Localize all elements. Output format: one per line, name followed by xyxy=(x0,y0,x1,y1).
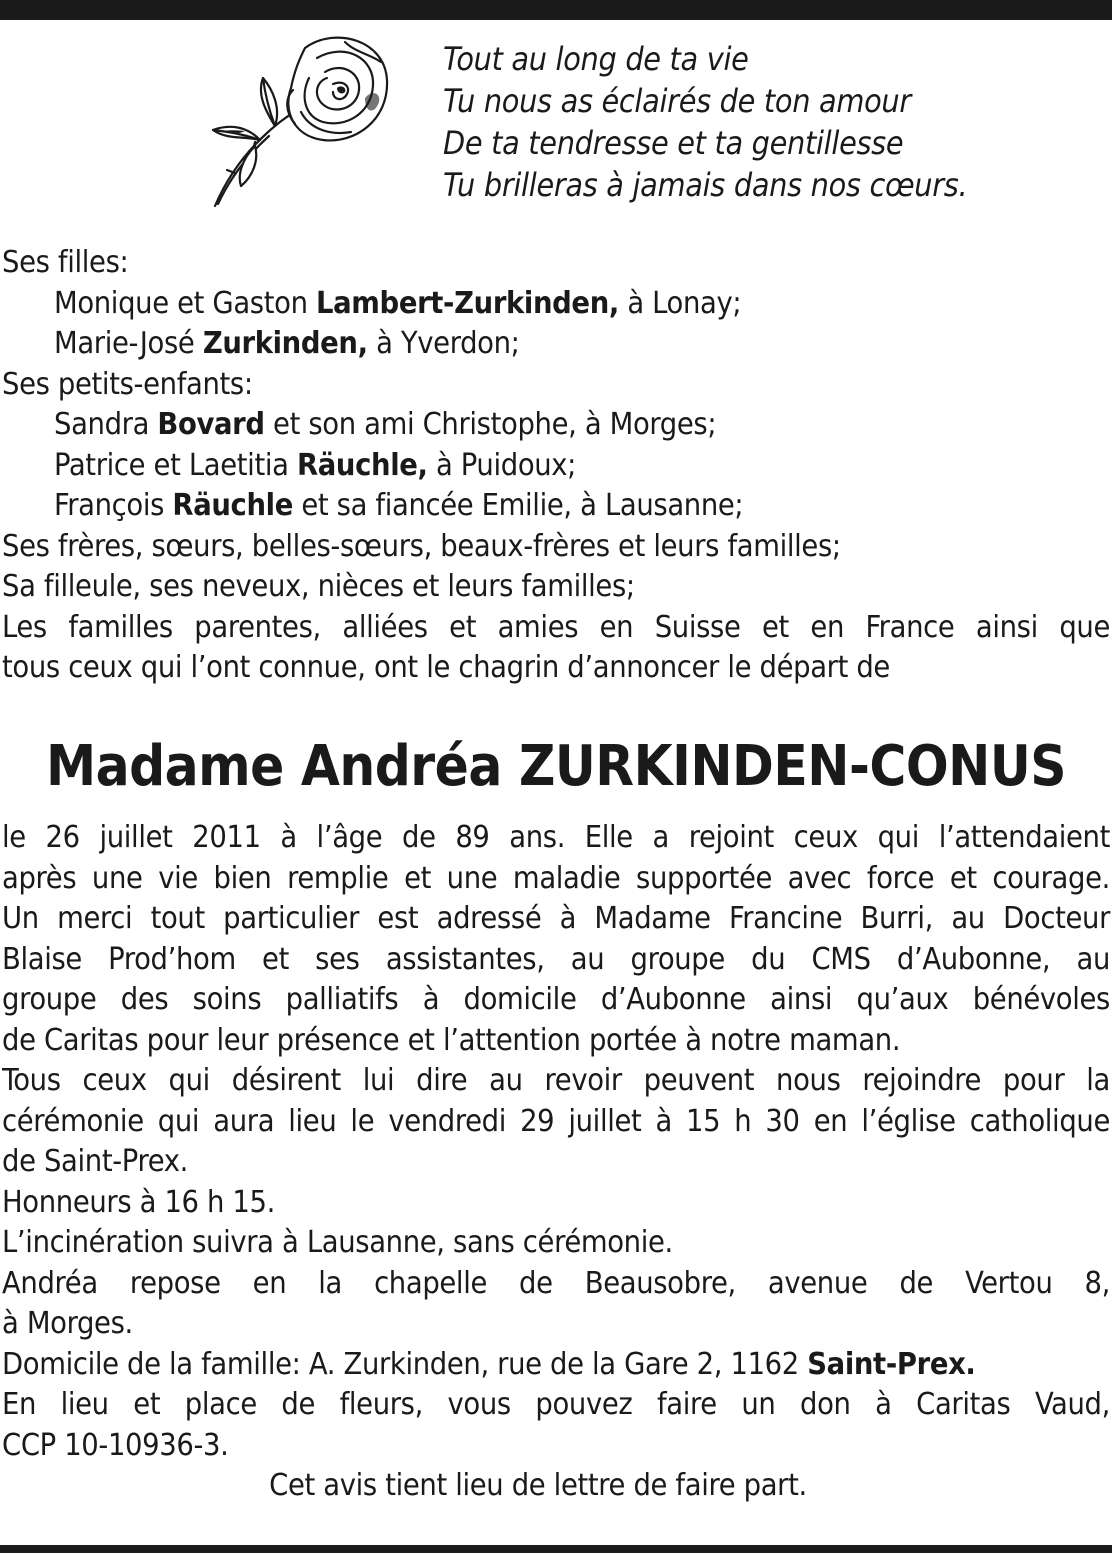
domicile-town: Saint-Prex. xyxy=(807,1346,976,1382)
family-member-line xyxy=(2,324,1110,365)
poem-line: Tu nous as éclairés de ton amour xyxy=(443,82,911,120)
body-line: Blaise Prod’hom et ses assistantes, au groupe du CMS d’Aubonne, au xyxy=(2,941,1110,977)
member-text: à Puidoux; xyxy=(427,447,577,483)
donation-line: En lieu et place de fleurs, vous pouvez faire un don à Caritas Vaud, xyxy=(2,1387,1110,1422)
family-member-line xyxy=(2,446,1110,487)
repose-line: Andréa repose en la chapelle de Beausobre, avenue de Vertou 8, xyxy=(2,1265,1110,1301)
repose-line: à Morges. xyxy=(2,1306,133,1341)
poem-line: Tu brilleras à jamais dans nos cœurs. xyxy=(443,166,968,204)
member-surname: Räuchle, xyxy=(296,447,428,483)
body-line: Un merci tout particulier est adressé à Madame Francine Burri, au Docteur xyxy=(2,901,1110,936)
member-surname: Räuchle xyxy=(172,488,293,523)
member-surname: Zurkinden, xyxy=(202,326,368,361)
member-text: à Lonay; xyxy=(618,285,742,321)
poem-line: De ta tendresse et ta gentillesse xyxy=(443,124,904,162)
family-member-line xyxy=(2,405,1110,446)
godchild-line: Sa filleule, ses neveux, nièces et leurs familles; xyxy=(2,569,635,604)
deceased-name: Madame Andréa ZURKINDEN-CONUS xyxy=(45,734,1067,799)
body-line: de Saint-Prex. xyxy=(2,1144,188,1179)
relatives-line: Les familles parentes, alliées et amies en Suisse et en France ainsi que xyxy=(2,609,1110,645)
grandchildren-heading: Ses petits-enfants: xyxy=(2,366,253,402)
top-border-rule xyxy=(0,0,1112,20)
domicile-line xyxy=(2,1345,1110,1386)
closing-notice: Cet avis tient lieu de lettre de faire part. xyxy=(269,1468,807,1503)
poem xyxy=(443,38,1093,206)
siblings-line: Ses frères, sœurs, belles-sœurs, beaux-frères et leurs familles; xyxy=(2,528,841,564)
bottom-border-rule xyxy=(0,1545,1112,1553)
body-line: après une vie bien remplie et une maladie supportée avec force et courage. xyxy=(2,860,1110,896)
member-text: Monique et Gaston xyxy=(54,285,316,321)
member-text: à Yverdon; xyxy=(367,326,520,361)
body-line: groupe des soins palliatifs à domicile d’Aubonne ainsi qu’aux bénévoles xyxy=(2,982,1110,1017)
body-line: Tous ceux qui désirent lui dire au revoir peuvent nous rejoindre pour la xyxy=(2,1063,1110,1098)
donation-line: CCP 10-10936-3. xyxy=(2,1427,229,1463)
family-member-line xyxy=(2,486,1110,527)
body-line: le 26 juillet 2011 à l’âge de 89 ans. Elle a rejoint ceux qui l’attendaient xyxy=(2,820,1110,855)
member-surname: Lambert-Zurkinden, xyxy=(315,285,619,321)
announcement-body xyxy=(2,818,1110,1507)
poem-line: Tout au long de ta vie xyxy=(443,40,749,78)
honneurs-line: Honneurs à 16 h 15. xyxy=(2,1184,276,1220)
member-text: et sa fiancée Emilie, à Lausanne; xyxy=(292,488,744,523)
body-line: de Caritas pour leur présence et l’attention portée à notre maman. xyxy=(2,1022,901,1058)
incineration-line: L’incinération suivra à Lausanne, sans cérémonie. xyxy=(2,1225,673,1260)
member-text: François xyxy=(54,488,173,523)
daughters-heading: Ses filles: xyxy=(2,245,129,280)
member-text: Patrice et Laetitia xyxy=(54,447,297,483)
member-text: et son ami Christophe, à Morges; xyxy=(264,407,717,442)
member-text: Sandra xyxy=(54,407,158,442)
relatives-line: tous ceux qui l’ont connue, ont le chagrin d’annoncer le départ de xyxy=(2,650,890,685)
domicile-text: Domicile de la famille: A. Zurkinden, rue de la Gare 2, 1162 xyxy=(2,1346,808,1382)
body-line: cérémonie qui aura lieu le vendredi 29 juillet à 15 h 30 en l’église catholique xyxy=(2,1103,1110,1139)
family-member-line xyxy=(2,284,1110,325)
rose-icon xyxy=(205,28,395,208)
member-text: Marie-José xyxy=(54,326,203,361)
family-list xyxy=(2,243,1110,689)
member-surname: Bovard xyxy=(157,407,265,442)
